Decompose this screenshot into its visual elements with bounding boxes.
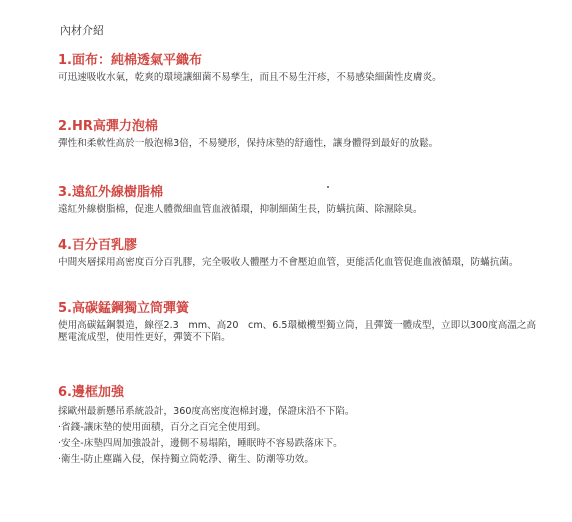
- section-latex: [58, 237, 538, 269]
- section-title: 2.HR高彈力泡棉: [58, 119, 158, 134]
- section-title: 1.面布：純棉透氣平織布: [58, 53, 202, 68]
- section-line: ·衛生-防止塵蹣入侵，保持獨立筒乾淨、衛生、防潮等功效。: [58, 454, 314, 465]
- section-body: 遠紅外線樹脂棉，促進人體微細血管血液循環，抑制細菌生長，防螨抗菌、除濕除臭。: [58, 204, 423, 215]
- section-frame: [58, 384, 538, 468]
- section-title: 5.高碳錳鋼獨立筒彈簧: [58, 301, 189, 316]
- section-line: ·省錢-讓床墊的使用面積，百分之百完全使用到。: [58, 422, 266, 433]
- section-title: 4.百分百乳膠: [58, 238, 137, 253]
- section-springs: [58, 300, 538, 344]
- section-title: 6.邊框加強: [58, 385, 124, 400]
- section-title: 3.遠紅外線樹脂棉: [58, 185, 163, 200]
- section-line: 採歐州最新懸吊系統設計，360度高密度泡棉封邊，保證床沿不下陷。: [58, 406, 355, 417]
- section-line: ·安全-床墊四周加強設計，邊側不易塌陷，睡眠時不容易跌落床下。: [58, 438, 343, 449]
- section-infrared: [58, 184, 538, 216]
- section-body: 使用高碳錳鋼製造，線徑2.3 mm、高20 cm、6.5環橄欖型獨立筒，且彈簧一體成型，立即以300度高溫之高壓電流成型，使用性更好，彈簧不下陷。: [58, 320, 537, 343]
- section-body: 可迅速吸收水氣，乾爽的環境讓細菌不易孳生，而且不易生汗疹，不易感染細菌性皮膚炎。: [58, 72, 442, 83]
- section-body: 彈性和柔軟性高於一般泡棉3倍，不易變形，保持床墊的舒適性，讓身體得到最好的放鬆。: [58, 138, 439, 149]
- page-title: 內材介紹: [60, 24, 104, 37]
- section-body: 中間夾層採用高密度百分百乳膠，完全吸收人體壓力不會壓迫血管，更能活化血管促進血液循環，防蟎抗菌。: [58, 257, 519, 268]
- section-fabric: [58, 52, 538, 84]
- section-hr-foam: [58, 118, 538, 150]
